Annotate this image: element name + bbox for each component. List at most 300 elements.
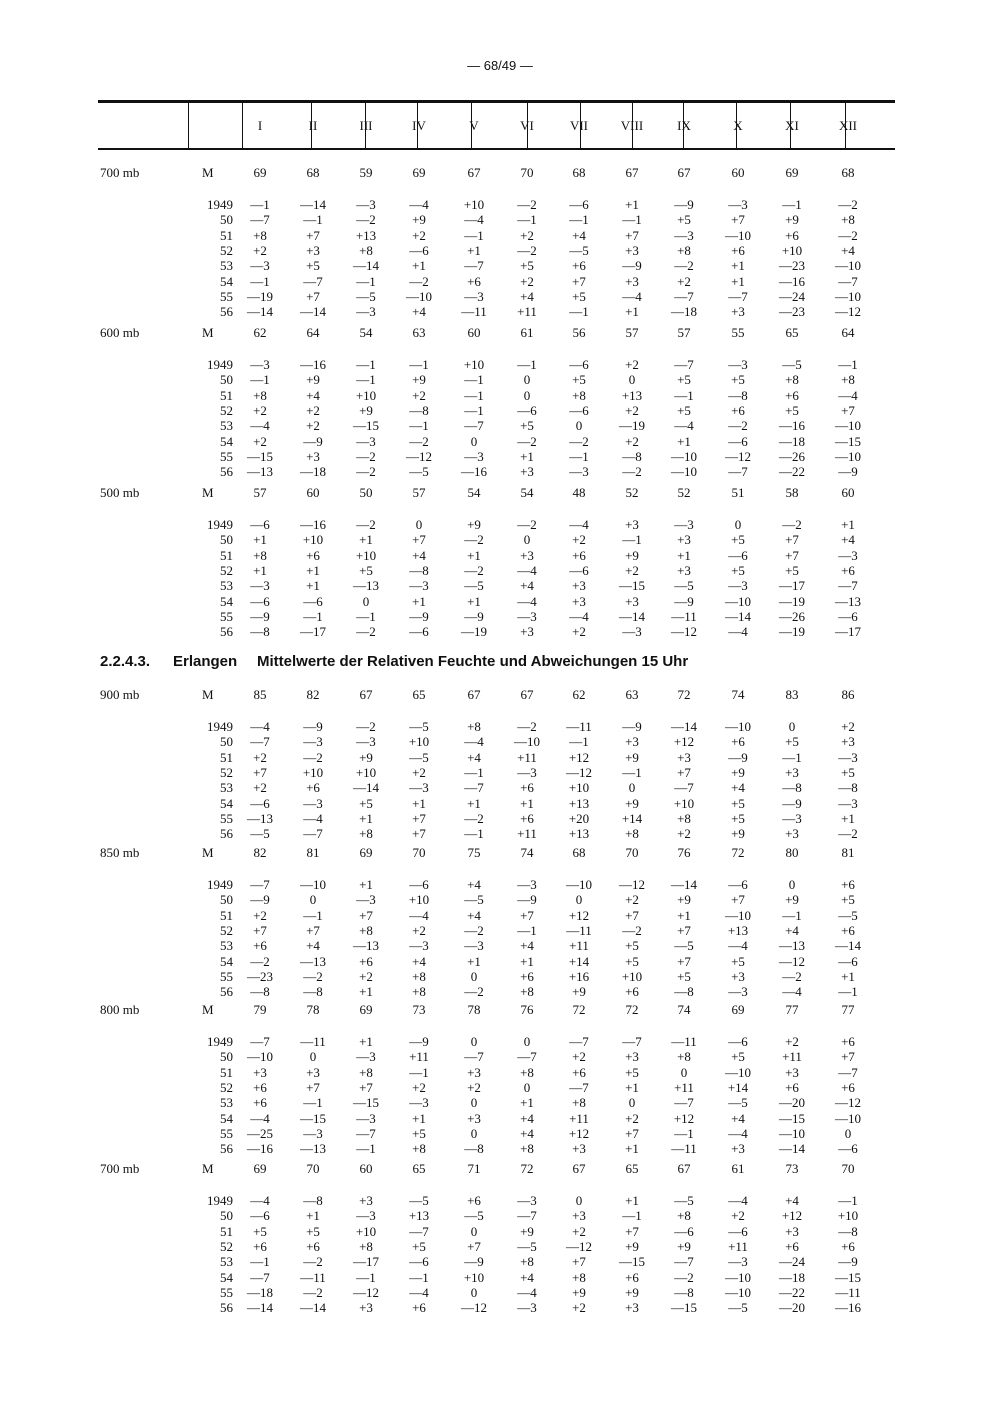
- month-header-viii: VIII: [620, 118, 644, 133]
- deviation-cell: +8: [359, 826, 373, 842]
- deviation-cell: +5: [677, 402, 691, 418]
- deviation-cell: —2: [622, 922, 642, 938]
- deviation-cell: +2: [412, 764, 426, 780]
- deviation-cell: +5: [520, 418, 534, 434]
- year-label: 53: [220, 780, 233, 796]
- deviation-cell: +3: [731, 968, 745, 984]
- deviation-cell: +8: [677, 810, 691, 826]
- deviation-cell: —6: [728, 877, 748, 892]
- deviation-cell: 0: [309, 1049, 317, 1065]
- deviation-cell: +1: [359, 1034, 373, 1049]
- deviation-cell: —10: [725, 1284, 751, 1300]
- deviation-cell: +4: [467, 907, 481, 923]
- deviation-cell: +8: [359, 1238, 373, 1254]
- deviation-cell: —4: [728, 624, 748, 640]
- deviation-cell: +12: [568, 749, 590, 765]
- deviation-cell: —4: [464, 212, 484, 228]
- deviation-cell: —12: [779, 953, 805, 969]
- deviation-cell: +2: [306, 418, 320, 434]
- deviation-cell: —10: [566, 877, 592, 892]
- deviation-cell: +13: [727, 922, 749, 938]
- deviation-cell: —2: [409, 273, 429, 289]
- deviation-cell: +6: [625, 1269, 639, 1285]
- year-label: 51: [220, 1223, 233, 1239]
- mean-cell: 64: [841, 325, 855, 340]
- deviation-cell: +6: [841, 922, 855, 938]
- deviation-cell: —26: [779, 448, 805, 464]
- deviation-cell: —6: [728, 1034, 748, 1049]
- deviation-cell: +1: [520, 1095, 534, 1111]
- mean-label: M: [202, 485, 214, 500]
- deviation-cell: —1: [356, 273, 376, 289]
- deviation-cell: —6: [303, 593, 323, 609]
- deviation-cell: +14: [621, 810, 643, 826]
- deviation-cell: +8: [520, 1254, 534, 1270]
- mean-cell: 73: [785, 1161, 799, 1176]
- year-label: 51: [220, 227, 233, 243]
- deviation-cell: —10: [835, 1110, 861, 1126]
- deviation-cell: —2: [356, 517, 376, 532]
- deviation-cell: —9: [464, 1254, 484, 1270]
- deviation-cell: —1: [569, 304, 589, 320]
- deviation-cell: —10: [835, 258, 861, 274]
- year-label: 56: [220, 1141, 233, 1157]
- deviation-cell: +1: [467, 547, 481, 563]
- deviation-cell: +7: [625, 227, 639, 243]
- deviation-cell: 0: [575, 1193, 583, 1208]
- deviation-cell: +4: [785, 922, 799, 938]
- deviation-cell: +2: [467, 1079, 481, 1095]
- deviation-cell: —3: [303, 1125, 323, 1141]
- year-label: 54: [220, 795, 233, 811]
- deviation-cell: +9: [572, 984, 586, 1000]
- deviation-cell: —3: [303, 795, 323, 811]
- deviation-cell: —1: [464, 826, 484, 842]
- deviation-cell: —7: [250, 212, 270, 228]
- deviation-cell: +2: [412, 922, 426, 938]
- deviation-cell: —3: [838, 749, 858, 765]
- deviation-cell: —3: [250, 578, 270, 594]
- year-label: 52: [220, 764, 233, 780]
- deviation-cell: +7: [841, 402, 855, 418]
- year-label: 54: [220, 433, 233, 449]
- deviation-cell: +5: [731, 810, 745, 826]
- year-label: 51: [220, 387, 233, 403]
- deviation-cell: +10: [408, 734, 430, 750]
- deviation-cell: +10: [355, 764, 377, 780]
- deviation-cell: —13: [835, 593, 861, 609]
- deviation-cell: —3: [356, 304, 376, 320]
- deviation-cell: —18: [779, 433, 805, 449]
- deviation-cell: —1: [303, 907, 323, 923]
- deviation-cell: —5: [782, 357, 802, 372]
- mean-cell: 72: [625, 1002, 639, 1017]
- mean-cell: 68: [306, 165, 320, 180]
- deviation-cell: —15: [619, 578, 645, 594]
- deviation-cell: —1: [303, 608, 323, 624]
- deviation-cell: +1: [412, 1110, 426, 1126]
- deviation-cell: —16: [300, 517, 326, 532]
- deviation-cell: —2: [517, 197, 537, 212]
- deviation-cell: +6: [253, 1238, 267, 1254]
- deviation-cell: —2: [517, 719, 537, 734]
- deviation-cell: +1: [306, 562, 320, 578]
- deviation-cell: +8: [359, 242, 373, 258]
- deviation-cell: —1: [409, 357, 429, 372]
- deviation-cell: +1: [677, 907, 691, 923]
- deviation-cell: +1: [359, 984, 373, 1000]
- mean-cell: 69: [412, 165, 426, 180]
- deviation-cell: —14: [353, 258, 379, 274]
- deviation-cell: +10: [408, 892, 430, 908]
- deviation-cell: —4: [250, 1193, 270, 1208]
- deviation-cell: +8: [467, 719, 481, 734]
- mean-cell: 61: [520, 325, 534, 340]
- deviation-cell: —5: [409, 464, 429, 480]
- deviation-cell: +2: [306, 402, 320, 418]
- deviation-cell: —3: [728, 1254, 748, 1270]
- deviation-cell: +11: [409, 1049, 429, 1065]
- header-bottom-rule: [98, 148, 895, 150]
- deviation-cell: —1: [356, 608, 376, 624]
- deviation-cell: +6: [253, 1095, 267, 1111]
- deviation-cell: —6: [250, 517, 270, 532]
- deviation-cell: —1: [464, 227, 484, 243]
- deviation-cell: —1: [838, 1193, 858, 1208]
- deviation-cell: —7: [464, 418, 484, 434]
- mean-cell: 69: [253, 1161, 267, 1176]
- deviation-cell: —1: [303, 212, 323, 228]
- deviation-cell: —14: [247, 1300, 273, 1316]
- mean-cell: 74: [520, 845, 534, 860]
- deviation-cell: —5: [674, 938, 694, 954]
- year-label: 56: [220, 624, 233, 640]
- deviation-cell: —3: [356, 197, 376, 212]
- deviation-cell: +8: [572, 1269, 586, 1285]
- deviation-cell: +7: [467, 1238, 481, 1254]
- deviation-cell: +13: [355, 227, 377, 243]
- deviation-cell: —24: [779, 1254, 805, 1270]
- deviation-cell: —3: [464, 448, 484, 464]
- deviation-cell: +5: [677, 372, 691, 388]
- deviation-cell: +8: [359, 922, 373, 938]
- deviation-cell: —12: [619, 877, 645, 892]
- deviation-cell: —3: [356, 433, 376, 449]
- deviation-cell: +3: [785, 764, 799, 780]
- deviation-cell: —13: [353, 938, 379, 954]
- pressure-level-label: 700 mb: [100, 165, 140, 180]
- deviation-cell: +1: [677, 547, 691, 563]
- deviation-cell: —15: [353, 418, 379, 434]
- deviation-cell: 0: [523, 532, 531, 548]
- deviation-cell: +6: [625, 984, 639, 1000]
- mean-cell: 50: [359, 485, 373, 500]
- year-label: 1949: [207, 197, 233, 212]
- deviation-cell: +3: [625, 273, 639, 289]
- mean-cell: 67: [677, 165, 691, 180]
- deviation-cell: —3: [728, 357, 748, 372]
- year-label: 54: [220, 273, 233, 289]
- deviation-cell: —7: [356, 1125, 376, 1141]
- deviation-cell: —3: [728, 984, 748, 1000]
- deviation-cell: +8: [412, 968, 426, 984]
- deviation-cell: —8: [674, 1284, 694, 1300]
- deviation-cell: +12: [781, 1208, 803, 1224]
- deviation-cell: +11: [517, 749, 537, 765]
- deviation-cell: —10: [514, 734, 540, 750]
- deviation-cell: +1: [520, 795, 534, 811]
- year-label: 1949: [207, 877, 233, 892]
- deviation-cell: 0: [309, 892, 317, 908]
- month-header-xi: XI: [785, 118, 799, 133]
- deviation-cell: —4: [569, 608, 589, 624]
- deviation-cell: —16: [779, 273, 805, 289]
- header-divider: [188, 103, 189, 148]
- deviation-cell: +2: [841, 719, 855, 734]
- pressure-level-label: 700 mb: [100, 1161, 140, 1176]
- deviation-cell: —6: [674, 1223, 694, 1239]
- deviation-cell: +16: [568, 968, 590, 984]
- mean-cell: 54: [359, 325, 373, 340]
- deviation-cell: —1: [622, 532, 642, 548]
- deviation-cell: —3: [674, 517, 694, 532]
- deviation-cell: +2: [625, 433, 639, 449]
- deviation-cell: +2: [253, 402, 267, 418]
- deviation-cell: +9: [412, 372, 426, 388]
- deviation-cell: +6: [572, 547, 586, 563]
- deviation-cell: —3: [517, 764, 537, 780]
- deviation-cell: —6: [517, 402, 537, 418]
- deviation-cell: —2: [356, 719, 376, 734]
- deviation-cell: —6: [409, 1254, 429, 1270]
- deviation-cell: —2: [303, 968, 323, 984]
- mean-cell: 69: [785, 165, 799, 180]
- section-number: 2.2.4.3.: [100, 653, 151, 670]
- deviation-cell: —4: [728, 938, 748, 954]
- deviation-cell: +3: [520, 464, 534, 480]
- deviation-cell: +5: [785, 562, 799, 578]
- deviation-cell: +6: [359, 953, 373, 969]
- year-label: 1949: [207, 1193, 233, 1208]
- deviation-cell: —2: [674, 1269, 694, 1285]
- deviation-cell: —2: [782, 517, 802, 532]
- mean-cell: 56: [572, 325, 586, 340]
- deviation-cell: +8: [520, 1141, 534, 1157]
- year-label: 54: [220, 1269, 233, 1285]
- deviation-cell: —17: [300, 624, 326, 640]
- deviation-cell: —8: [838, 780, 858, 796]
- deviation-cell: +2: [572, 1300, 586, 1316]
- deviation-cell: —3: [517, 1193, 537, 1208]
- mean-cell: 57: [677, 325, 691, 340]
- deviation-cell: —18: [779, 1269, 805, 1285]
- deviation-cell: +4: [467, 877, 481, 892]
- deviation-cell: +4: [520, 1269, 534, 1285]
- deviation-cell: +1: [520, 448, 534, 464]
- year-label: 50: [220, 212, 233, 228]
- deviation-cell: —12: [353, 1284, 379, 1300]
- deviation-cell: —12: [725, 448, 751, 464]
- deviation-cell: —14: [725, 608, 751, 624]
- mean-cell: 64: [306, 325, 320, 340]
- deviation-cell: +8: [677, 1049, 691, 1065]
- year-label: 55: [220, 448, 233, 464]
- year-label: 1949: [207, 1034, 233, 1049]
- deviation-cell: +8: [359, 1064, 373, 1080]
- deviation-cell: 0: [844, 1125, 852, 1141]
- deviation-cell: +1: [625, 197, 639, 212]
- deviation-cell: +2: [253, 433, 267, 449]
- deviation-cell: +6: [785, 387, 799, 403]
- deviation-cell: —7: [303, 826, 323, 842]
- deviation-cell: —17: [353, 1254, 379, 1270]
- deviation-cell: —10: [835, 418, 861, 434]
- deviation-cell: —2: [517, 517, 537, 532]
- deviation-cell: —2: [464, 922, 484, 938]
- deviation-cell: —4: [782, 984, 802, 1000]
- deviation-cell: —9: [838, 1254, 858, 1270]
- deviation-cell: +2: [572, 532, 586, 548]
- deviation-cell: +7: [572, 273, 586, 289]
- deviation-cell: —2: [303, 749, 323, 765]
- deviation-cell: —13: [779, 938, 805, 954]
- deviation-cell: +3: [520, 624, 534, 640]
- deviation-cell: —1: [356, 372, 376, 388]
- deviation-cell: +11: [782, 1049, 802, 1065]
- deviation-cell: +3: [677, 532, 691, 548]
- deviation-cell: —8: [622, 448, 642, 464]
- deviation-cell: —3: [517, 608, 537, 624]
- deviation-cell: —23: [247, 968, 273, 984]
- deviation-cell: —13: [300, 1141, 326, 1157]
- deviation-cell: —1: [782, 907, 802, 923]
- deviation-cell: +8: [520, 984, 534, 1000]
- mean-cell: 68: [841, 165, 855, 180]
- deviation-cell: —1: [464, 387, 484, 403]
- deviation-cell: +10: [355, 547, 377, 563]
- deviation-cell: —1: [464, 372, 484, 388]
- deviation-cell: —1: [517, 922, 537, 938]
- pressure-level-label: 600 mb: [100, 325, 140, 340]
- mean-cell: 57: [253, 485, 267, 500]
- deviation-cell: —7: [464, 1049, 484, 1065]
- deviation-cell: +6: [785, 1079, 799, 1095]
- deviation-cell: —4: [303, 810, 323, 826]
- deviation-cell: +6: [306, 1238, 320, 1254]
- deviation-cell: —11: [461, 304, 487, 320]
- deviation-cell: +7: [625, 907, 639, 923]
- mean-cell: 55: [731, 325, 745, 340]
- mean-cell: 82: [253, 845, 267, 860]
- deviation-cell: —19: [247, 288, 273, 304]
- deviation-cell: +2: [359, 968, 373, 984]
- deviation-cell: +5: [306, 1223, 320, 1239]
- deviation-cell: +11: [569, 938, 589, 954]
- mean-cell: 68: [572, 845, 586, 860]
- deviation-cell: 0: [788, 719, 796, 734]
- month-header-i: I: [257, 118, 263, 133]
- deviation-cell: —22: [779, 1284, 805, 1300]
- deviation-cell: —12: [835, 1095, 861, 1111]
- deviation-cell: —5: [409, 1193, 429, 1208]
- deviation-cell: —8: [250, 984, 270, 1000]
- year-label: 50: [220, 892, 233, 908]
- year-label: 52: [220, 1079, 233, 1095]
- deviation-cell: —1: [250, 273, 270, 289]
- deviation-cell: —3: [250, 357, 270, 372]
- deviation-cell: —4: [838, 387, 858, 403]
- year-label: 56: [220, 826, 233, 842]
- deviation-cell: +7: [785, 547, 799, 563]
- deviation-cell: +6: [731, 242, 745, 258]
- deviation-cell: +4: [467, 749, 481, 765]
- year-label: 53: [220, 258, 233, 274]
- deviation-cell: +11: [517, 826, 537, 842]
- deviation-cell: —7: [303, 273, 323, 289]
- deviation-cell: —11: [566, 922, 592, 938]
- deviation-cell: +9: [731, 764, 745, 780]
- deviation-cell: +4: [731, 780, 745, 796]
- deviation-cell: —4: [622, 288, 642, 304]
- deviation-cell: +4: [520, 288, 534, 304]
- deviation-cell: —1: [782, 749, 802, 765]
- deviation-cell: —4: [728, 1193, 748, 1208]
- deviation-cell: +5: [731, 953, 745, 969]
- deviation-cell: —20: [779, 1095, 805, 1111]
- mean-cell: 86: [841, 687, 855, 702]
- mean-cell: 67: [520, 687, 534, 702]
- deviation-cell: —11: [300, 1269, 326, 1285]
- deviation-cell: —23: [779, 258, 805, 274]
- deviation-cell: —4: [517, 1284, 537, 1300]
- deviation-cell: +3: [253, 1064, 267, 1080]
- deviation-cell: 0: [734, 517, 742, 532]
- mean-cell: 81: [306, 845, 320, 860]
- deviation-cell: —20: [779, 1300, 805, 1316]
- mean-label: M: [202, 1002, 214, 1017]
- deviation-cell: +13: [408, 1208, 430, 1224]
- mean-label: M: [202, 1161, 214, 1176]
- deviation-cell: —7: [838, 578, 858, 594]
- deviation-cell: +2: [677, 826, 691, 842]
- deviation-cell: +5: [785, 402, 799, 418]
- deviation-cell: +7: [306, 922, 320, 938]
- year-label: 55: [220, 968, 233, 984]
- deviation-cell: +6: [253, 938, 267, 954]
- deviation-cell: +5: [306, 258, 320, 274]
- deviation-cell: +6: [841, 877, 855, 892]
- deviation-cell: +7: [677, 922, 691, 938]
- deviation-cell: —12: [671, 624, 697, 640]
- deviation-cell: —7: [674, 1095, 694, 1111]
- deviation-cell: +4: [306, 938, 320, 954]
- deviation-cell: —3: [517, 877, 537, 892]
- year-label: 54: [220, 953, 233, 969]
- deviation-cell: —7: [674, 780, 694, 796]
- deviation-cell: —2: [303, 1254, 323, 1270]
- deviation-cell: +6: [785, 1238, 799, 1254]
- deviation-cell: —19: [779, 624, 805, 640]
- deviation-cell: +1: [467, 795, 481, 811]
- deviation-cell: —15: [300, 1110, 326, 1126]
- deviation-cell: —9: [409, 1034, 429, 1049]
- deviation-cell: +5: [731, 532, 745, 548]
- deviation-cell: +9: [677, 892, 691, 908]
- deviation-cell: —12: [406, 448, 432, 464]
- deviation-cell: +6: [841, 1034, 855, 1049]
- deviation-cell: +3: [625, 593, 639, 609]
- mean-cell: 58: [785, 485, 799, 500]
